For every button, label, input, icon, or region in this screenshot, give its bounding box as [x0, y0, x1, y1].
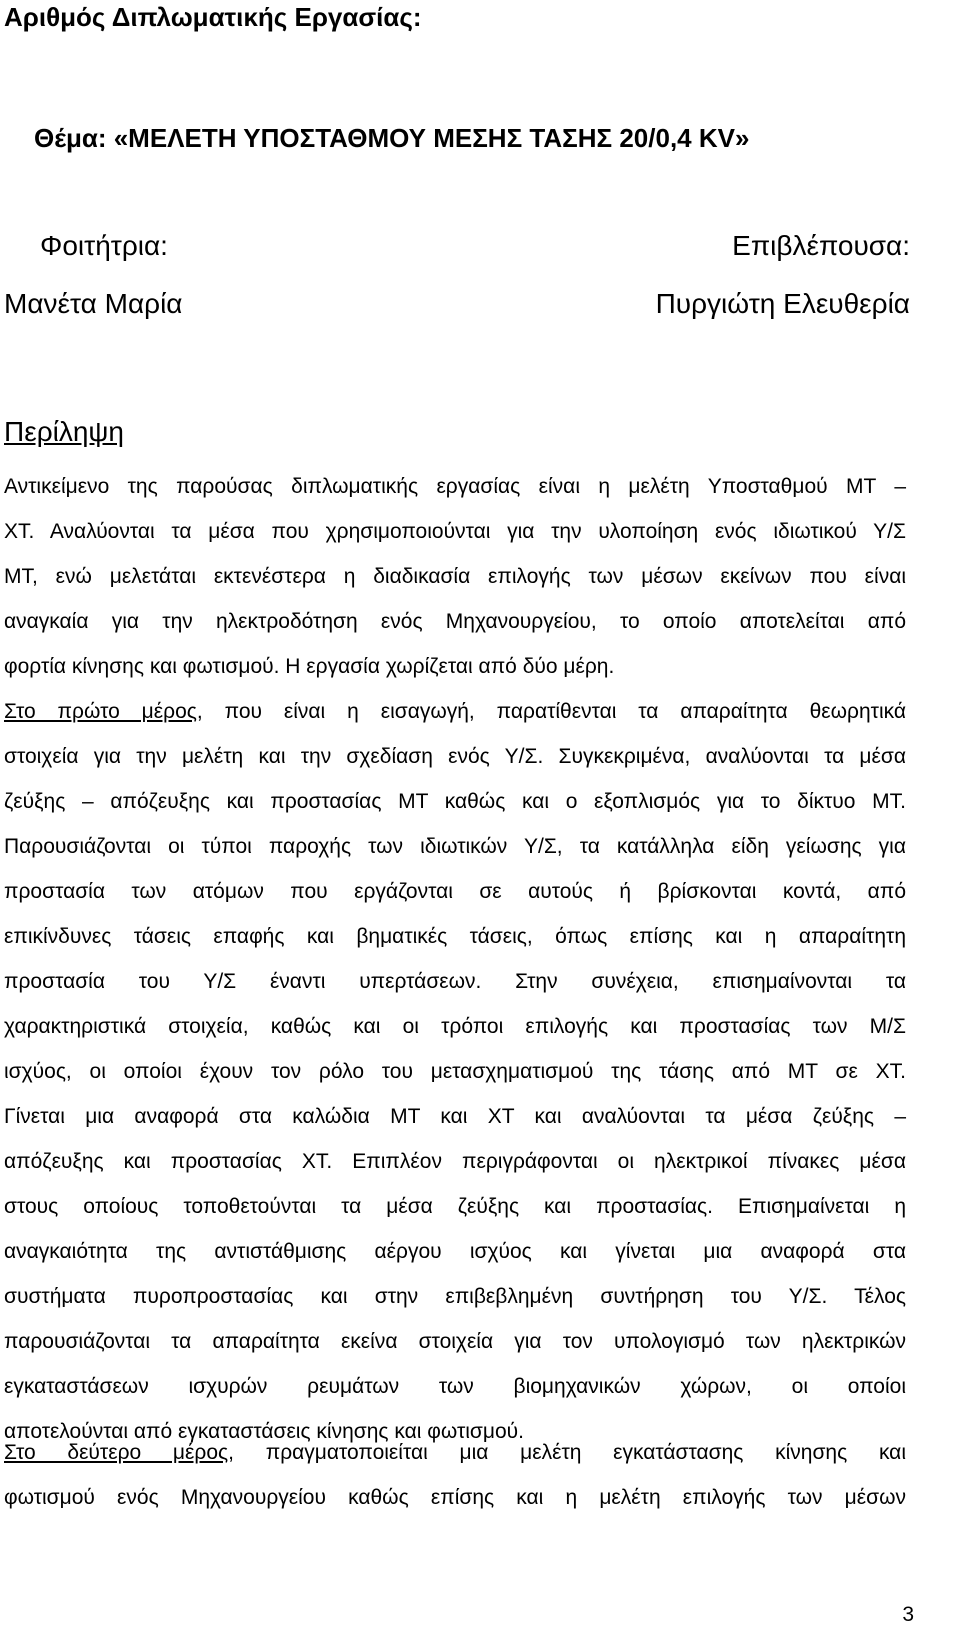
student-label: Φοιτήτρια:: [40, 230, 168, 261]
paragraph-line: ΧΤ. Αναλύονται τα μέσα που χρησιμοποιούνται για την υλοποίηση ενός ιδιωτικού Υ/Σ: [4, 520, 906, 543]
paragraph-line: Παρουσιάζονται οι τύποι παροχής των ιδιωτικών Υ/Σ, τα κατάλληλα είδη γείωσης για: [4, 835, 906, 858]
thesis-number-heading: Αριθμός Διπλωματικής Εργασίας:: [4, 2, 422, 32]
paragraph-line: χαρακτηριστικά στοιχεία, καθώς και οι τρόποι επιλογής και προστασίας των Μ/Σ: [4, 1015, 906, 1038]
supervisor-label: Επιβλέπουσα:: [732, 230, 910, 261]
paragraph-line: φωτισμού ενός Μηχανουργείου καθώς επίσης και η μελέτη επιλογής των μέσων: [4, 1486, 906, 1509]
paragraph-line: στοιχεία για την μελέτη και την σχεδίαση ενός Υ/Σ. Συγκεκριμένα, αναλύονται τα μέσα: [4, 745, 906, 768]
summary-paragraph-3: [4, 1430, 906, 1520]
paragraph-line: ΜΤ, ενώ μελετάται εκτενέστερα η διαδικασία επιλογής των μέσων εκείνων που είναι: [4, 565, 906, 588]
paragraph-line: παρουσιάζονται τα απαραίτητα εκείνα στοιχεία για τον υπολογισμό των ηλεκτρικών: [4, 1330, 906, 1353]
paragraph-line: [4, 689, 906, 734]
paragraph-line: αναγκαία για την ηλεκτροδότηση ενός Μηχανουργείου, το οποίο αποτελείται από: [4, 610, 906, 633]
paragraph-line: Αντικείμενο της παρούσας διπλωματικής εργασίας είναι η μελέτη Υποσταθμού ΜΤ –: [4, 475, 906, 498]
paragraph-line: στους οποίους τοποθετούνται τα μέσα ζεύξης και προστασίας. Επισημαίνεται η: [4, 1195, 906, 1218]
summary-paragraph-2: [4, 689, 906, 1454]
paragraph-line: προστασία των ατόμων που εργάζονται σε αυτούς ή βρίσκονται κοντά, από: [4, 880, 906, 903]
paragraph-line: επικίνδυνες τάσεις επαφής και βηματικές τάσεις, όπως επίσης και η απαραίτητη: [4, 925, 906, 948]
supervisor-name: Πυργιώτη Ελευθερία: [655, 288, 910, 319]
paragraph-line: ζεύξης – απόζευξης και προστασίας ΜΤ καθώς και ο εξοπλισμός για το δίκτυο ΜΤ.: [4, 790, 906, 813]
paragraph-line: απόζευξης και προστασίας ΧΤ. Επιπλέον περιγράφονται οι ηλεκτρικοί πίνακες μέσα: [4, 1150, 906, 1173]
paragraph-line: αναγκαιότητα της αντιστάθμισης αέργου ισχύος και γίνεται μια αναφορά στα: [4, 1240, 906, 1263]
paragraph-line: εγκαταστάσεων ισχυρών ρευμάτων των βιομηχανικών χώρων, οι οποίοι: [4, 1375, 906, 1398]
paragraph-line-text: , πραγματοποιείται μια μελέτη εγκατάστασης κίνησης και: [228, 1441, 906, 1464]
paragraph-line: συστήματα πυροπροστασίας και στην επιβεβλημένη συντήρηση του Υ/Σ. Τέλος: [4, 1285, 906, 1308]
paragraph-line: [4, 1430, 906, 1475]
page-number: 3: [902, 1603, 914, 1626]
second-part-lead: Στο δεύτερο μέρος: [4, 1441, 229, 1464]
paragraph-line: φορτία κίνησης και φωτισμού. Η εργασία χωρίζεται από δύο μέρη.: [4, 655, 615, 678]
paragraph-line: προστασία του Υ/Σ έναντι υπερτάσεων. Στην συνέχεια, επισημαίνονται τα: [4, 970, 906, 993]
thesis-subject: Θέμα: «ΜΕΛΕΤΗ ΥΠΟΣΤΑΘΜΟΥ ΜΕΣΗΣ ΤΑΣΗΣ 20/0,4 KV»: [34, 123, 750, 153]
summary-paragraph-1: [4, 464, 906, 689]
paragraph-line: ισχύος, οι οποίοι έχουν τον ρόλο του μετασχηματισμού της τάσης από ΜΤ σε ΧΤ.: [4, 1060, 906, 1083]
paragraph-line-text: , που είναι η εισαγωγή, παρατίθενται τα απαραίτητα θεωρητικά: [196, 700, 906, 723]
first-part-lead: Στο πρώτο μέρος: [4, 700, 197, 723]
paragraph-line: Γίνεται μια αναφορά στα καλώδια ΜΤ και ΧΤ και αναλύονται τα μέσα ζεύξης –: [4, 1105, 906, 1128]
student-name: Μανέτα Μαρία: [4, 288, 183, 319]
paragraph-line: αποτελούνται από εγκαταστάσεις κίνησης και φωτισμού.: [4, 1420, 524, 1443]
summary-heading: Περίληψη: [4, 416, 124, 447]
